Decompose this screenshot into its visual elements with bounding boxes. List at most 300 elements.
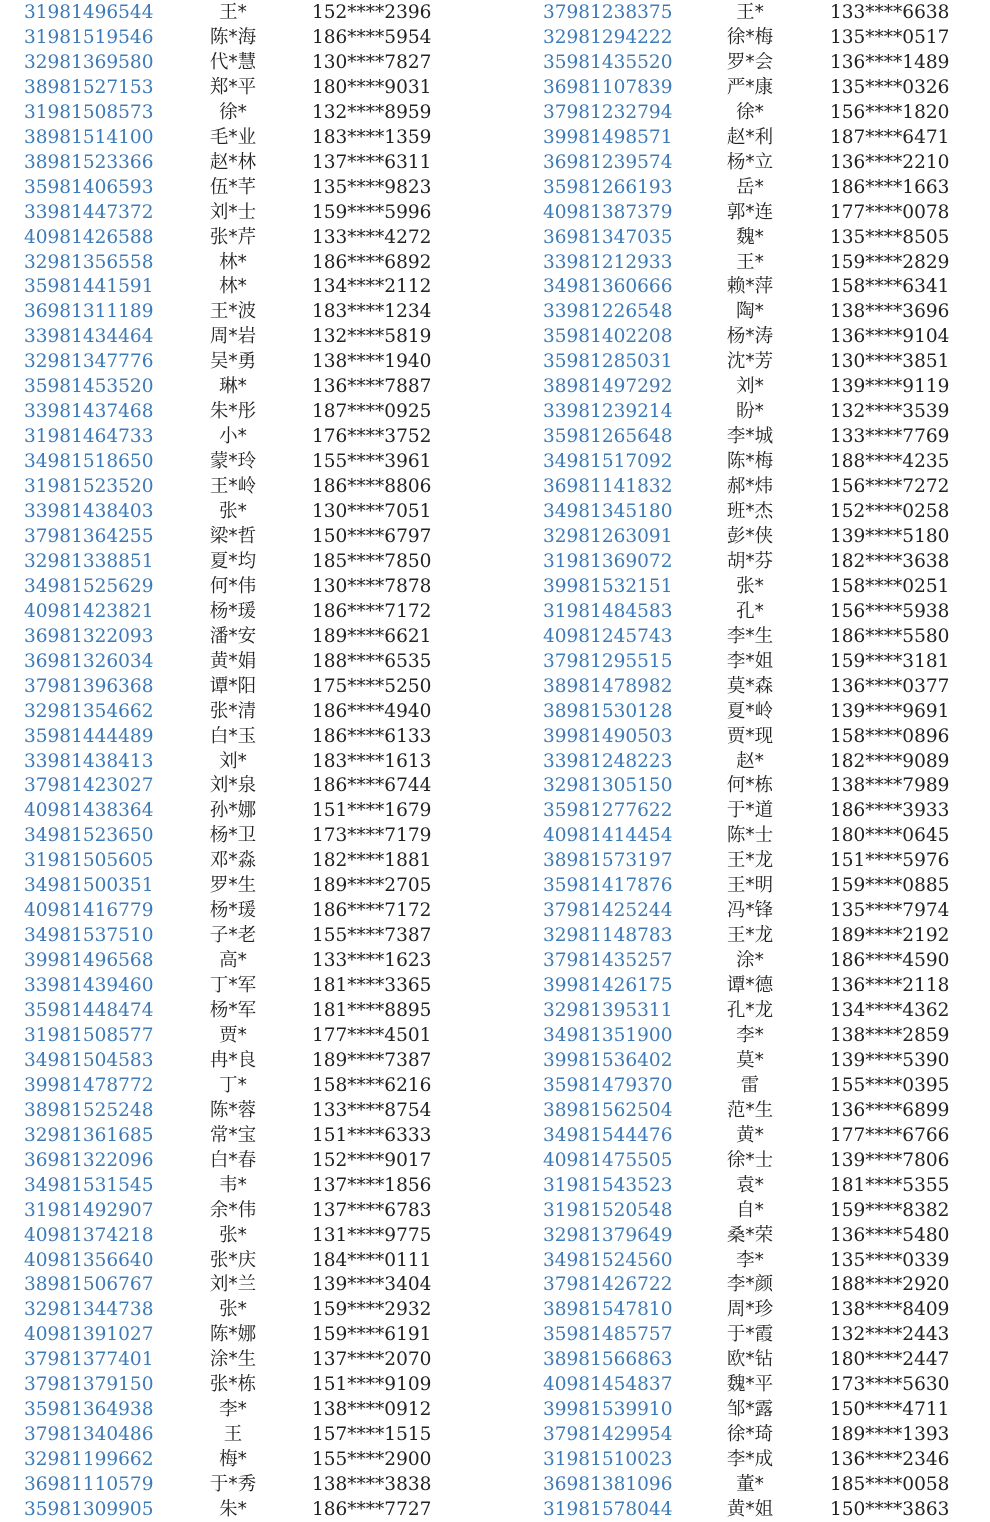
right-id-cell: 34981524560 — [543, 1249, 673, 1271]
right-name-cell: 郝*炜 — [726, 476, 774, 498]
table-row — [0, 1447, 990, 1472]
right-id-cell: 32981148783 — [543, 925, 673, 947]
left-id-cell: 38981527153 — [24, 76, 154, 98]
right-name-cell: 自* — [736, 1199, 764, 1221]
right-name-cell: 徐* — [736, 101, 764, 123]
table-row — [0, 349, 990, 374]
table-row — [0, 25, 990, 50]
left-phone-cell: 139****3404 — [312, 1274, 432, 1296]
right-phone-cell: 133****7769 — [830, 426, 950, 448]
right-id-cell: 40981245743 — [543, 625, 673, 647]
left-id-cell: 34981537510 — [24, 925, 154, 947]
left-name-cell: 刘*士 — [209, 201, 257, 223]
right-phone-cell: 186****1663 — [830, 176, 950, 198]
left-name-cell: 刘*泉 — [209, 775, 257, 797]
right-id-cell: 39981532151 — [543, 575, 673, 597]
left-phone-cell: 138****3838 — [312, 1474, 432, 1496]
table-row — [0, 1422, 990, 1447]
right-name-cell: 李*姐 — [726, 650, 774, 672]
right-name-cell: 黄* — [736, 1124, 764, 1146]
table-row — [0, 1372, 990, 1397]
right-id-cell: 35981285031 — [543, 351, 673, 373]
left-id-cell: 33981438403 — [24, 501, 154, 522]
left-phone-cell: 130****7051 — [312, 501, 432, 522]
table-row — [0, 699, 990, 724]
left-name-cell: 王*波 — [209, 301, 257, 323]
left-name-cell: 赵*林 — [209, 151, 257, 173]
table-row — [0, 299, 990, 324]
right-phone-cell: 130****3851 — [830, 351, 950, 373]
left-id-cell: 38981525248 — [24, 1099, 154, 1121]
left-name-cell: 梁*哲 — [209, 525, 257, 547]
right-name-cell: 沈*芳 — [726, 351, 774, 373]
right-phone-cell: 180****0645 — [830, 825, 950, 847]
right-name-cell: 何*栋 — [726, 775, 774, 797]
left-phone-cell: 186****8806 — [312, 476, 432, 498]
right-name-cell: 王* — [736, 251, 764, 273]
left-id-cell: 33981437468 — [24, 401, 154, 423]
right-phone-cell: 188****4235 — [830, 451, 950, 473]
left-name-cell: 周*岩 — [209, 326, 257, 348]
left-name-cell: 白*春 — [209, 1149, 257, 1171]
right-phone-cell: 135****0517 — [830, 26, 950, 48]
left-id-cell: 32981199662 — [24, 1449, 154, 1471]
right-id-cell: 39981536402 — [543, 1049, 673, 1071]
right-name-cell: 胡*芬 — [726, 550, 774, 572]
left-name-cell: 李* — [219, 1399, 247, 1421]
left-phone-cell: 133****4272 — [312, 226, 432, 248]
left-name-cell: 林* — [219, 276, 247, 298]
right-id-cell: 36981381096 — [543, 1474, 673, 1496]
right-phone-cell: 158****6341 — [830, 276, 950, 298]
right-phone-cell: 159****2829 — [830, 251, 950, 273]
right-name-cell: 徐*士 — [726, 1149, 774, 1171]
table-row — [0, 973, 990, 998]
right-id-cell: 35981479370 — [543, 1074, 673, 1096]
left-phone-cell: 186****7727 — [312, 1499, 432, 1520]
left-phone-cell: 134****2112 — [312, 276, 432, 298]
right-id-cell: 39981426175 — [543, 975, 673, 997]
right-name-cell: 董* — [736, 1474, 764, 1496]
right-phone-cell: 136****2118 — [830, 975, 950, 997]
left-name-cell: 琳* — [219, 376, 247, 398]
left-id-cell: 35981406593 — [24, 176, 154, 198]
table-row — [0, 798, 990, 823]
left-name-cell: 蒙*玲 — [209, 451, 257, 473]
table-row — [0, 674, 990, 699]
right-phone-cell: 136****0377 — [830, 675, 950, 697]
right-name-cell: 李*生 — [726, 625, 774, 647]
right-name-cell: 涂* — [736, 950, 764, 972]
left-name-cell: 王 — [223, 1424, 243, 1446]
right-name-cell: 严*康 — [726, 76, 774, 98]
right-name-cell: 盼* — [736, 401, 764, 423]
left-phone-cell: 186****5954 — [312, 26, 432, 48]
right-id-cell: 38981497292 — [543, 376, 673, 398]
right-phone-cell: 136****2346 — [830, 1449, 950, 1471]
right-phone-cell: 156****7272 — [830, 476, 950, 498]
left-phone-cell: 158****6216 — [312, 1074, 432, 1096]
left-id-cell: 31981505605 — [24, 850, 154, 872]
left-phone-cell: 159****6191 — [312, 1324, 432, 1346]
table-row — [0, 499, 990, 524]
right-phone-cell: 139****9119 — [830, 376, 950, 398]
left-id-cell: 37981379150 — [24, 1374, 154, 1396]
right-name-cell: 桑*荣 — [726, 1224, 774, 1246]
right-id-cell: 31981369072 — [543, 550, 673, 572]
left-id-cell: 33981434464 — [24, 326, 154, 348]
right-name-cell: 袁* — [736, 1174, 764, 1196]
left-phone-cell: 183****1359 — [312, 126, 432, 148]
right-phone-cell: 158****0896 — [830, 725, 950, 747]
right-phone-cell: 139****5180 — [830, 525, 950, 547]
table-row — [0, 449, 990, 474]
right-name-cell: 雷 — [740, 1074, 760, 1096]
left-id-cell: 35981441591 — [24, 276, 154, 298]
right-phone-cell: 189****2192 — [830, 925, 950, 947]
table-row — [0, 1173, 990, 1198]
left-id-cell: 37981377401 — [24, 1349, 154, 1371]
table-row — [0, 1023, 990, 1048]
left-phone-cell: 159****5996 — [312, 201, 432, 223]
left-id-cell: 35981309905 — [24, 1499, 154, 1520]
right-name-cell: 郭*连 — [726, 201, 774, 223]
table-row — [0, 549, 990, 574]
left-phone-cell: 151****6333 — [312, 1124, 432, 1146]
right-phone-cell: 135****0339 — [830, 1249, 950, 1271]
right-id-cell: 35981402208 — [543, 326, 673, 348]
left-name-cell: 王*岭 — [209, 476, 257, 498]
left-phone-cell: 180****9031 — [312, 76, 432, 98]
right-phone-cell: 135****0326 — [830, 76, 950, 98]
table-row — [0, 175, 990, 200]
right-id-cell: 38981566863 — [543, 1349, 673, 1371]
left-phone-cell: 186****6744 — [312, 775, 432, 797]
table-row — [0, 200, 990, 225]
right-name-cell: 陈*梅 — [726, 451, 774, 473]
left-id-cell: 35981444489 — [24, 725, 154, 747]
right-phone-cell: 133****6638 — [830, 2, 950, 23]
left-phone-cell: 137****2070 — [312, 1349, 432, 1371]
left-phone-cell: 186****7172 — [312, 600, 432, 622]
left-id-cell: 32981356558 — [24, 251, 154, 273]
right-name-cell: 孔*龙 — [726, 1000, 774, 1021]
left-name-cell: 贾* — [219, 1024, 247, 1046]
table-row — [0, 1223, 990, 1248]
left-phone-cell: 175****5250 — [312, 675, 432, 697]
left-name-cell: 于*秀 — [209, 1474, 257, 1496]
right-id-cell: 38981478982 — [543, 675, 673, 697]
left-phone-cell: 152****2396 — [312, 2, 432, 23]
right-id-cell: 40981414454 — [543, 825, 673, 847]
right-phone-cell: 182****3638 — [830, 550, 950, 572]
right-name-cell: 冯*锋 — [726, 900, 774, 922]
left-name-cell: 何*伟 — [209, 575, 257, 597]
left-id-cell: 38981514100 — [24, 126, 154, 148]
left-id-cell: 38981506767 — [24, 1274, 154, 1296]
table-row — [0, 1297, 990, 1322]
table-row — [0, 1272, 990, 1297]
right-phone-cell: 188****2920 — [830, 1274, 950, 1296]
left-id-cell: 34981518650 — [24, 451, 154, 473]
left-id-cell: 35981448474 — [24, 1000, 154, 1021]
right-phone-cell: 136****2210 — [830, 151, 950, 173]
right-phone-cell: 180****2447 — [830, 1349, 950, 1371]
table-row — [0, 898, 990, 923]
table-row — [0, 1073, 990, 1098]
right-phone-cell: 138****3696 — [830, 301, 950, 323]
left-id-cell: 40981423821 — [24, 600, 154, 622]
right-phone-cell: 186****5580 — [830, 625, 950, 647]
right-id-cell: 37981238375 — [543, 2, 673, 23]
right-id-cell: 37981429954 — [543, 1424, 673, 1446]
left-name-cell: 白*玉 — [209, 725, 257, 747]
table-row — [0, 948, 990, 973]
right-name-cell: 赵* — [736, 750, 764, 772]
right-id-cell: 38981562504 — [543, 1099, 673, 1121]
right-phone-cell: 159****0885 — [830, 875, 950, 897]
right-phone-cell: 134****4362 — [830, 1000, 950, 1021]
left-id-cell: 39981478772 — [24, 1074, 154, 1096]
right-name-cell: 张* — [736, 575, 764, 597]
left-id-cell: 32981338851 — [24, 550, 154, 572]
left-name-cell: 陈*娜 — [209, 1324, 257, 1346]
right-id-cell: 35981417876 — [543, 875, 673, 897]
right-phone-cell: 138****2859 — [830, 1024, 950, 1046]
table-row — [0, 474, 990, 499]
right-id-cell: 36981107839 — [543, 76, 673, 98]
left-phone-cell: 155****2900 — [312, 1449, 432, 1471]
right-name-cell: 贾*现 — [726, 725, 774, 747]
left-name-cell: 杨*军 — [209, 1000, 257, 1021]
table-row — [0, 50, 990, 75]
left-name-cell: 罗*生 — [209, 875, 257, 897]
right-id-cell: 32981305150 — [543, 775, 673, 797]
left-id-cell: 37981423027 — [24, 775, 154, 797]
left-id-cell: 31981523520 — [24, 476, 154, 498]
right-name-cell: 莫* — [736, 1049, 764, 1071]
right-name-cell: 黄*姐 — [726, 1499, 774, 1520]
right-id-cell: 37981232794 — [543, 101, 673, 123]
right-phone-cell: 156****5938 — [830, 600, 950, 622]
left-name-cell: 梅* — [219, 1449, 247, 1471]
left-phone-cell: 188****6535 — [312, 650, 432, 672]
left-name-cell: 朱* — [219, 1499, 247, 1520]
right-phone-cell: 136****1489 — [830, 51, 950, 73]
right-id-cell: 31981520548 — [543, 1199, 673, 1221]
right-id-cell: 33981226548 — [543, 301, 673, 323]
right-phone-cell: 185****0058 — [830, 1474, 950, 1496]
right-phone-cell: 187****6471 — [830, 126, 950, 148]
right-phone-cell: 181****5355 — [830, 1174, 950, 1196]
right-phone-cell: 156****1820 — [830, 101, 950, 123]
left-id-cell: 31981464733 — [24, 426, 154, 448]
left-phone-cell: 155****3961 — [312, 451, 432, 473]
right-name-cell: 魏*平 — [726, 1374, 774, 1396]
table-row — [0, 599, 990, 624]
left-name-cell: 杨*卫 — [209, 825, 257, 847]
right-name-cell: 王* — [736, 2, 764, 23]
right-id-cell: 31981510023 — [543, 1449, 673, 1471]
right-phone-cell: 152****0258 — [830, 501, 950, 522]
left-name-cell: 王* — [219, 2, 247, 23]
left-phone-cell: 157****1515 — [312, 1424, 432, 1446]
right-id-cell: 35981485757 — [543, 1324, 673, 1346]
right-id-cell: 34981544476 — [543, 1124, 673, 1146]
left-name-cell: 冉*良 — [209, 1049, 257, 1071]
right-phone-cell: 150****3863 — [830, 1499, 950, 1520]
left-id-cell: 36981110579 — [24, 1474, 154, 1496]
right-name-cell: 徐*琦 — [726, 1424, 774, 1446]
left-id-cell: 34981525629 — [24, 575, 154, 597]
left-phone-cell: 184****0111 — [312, 1249, 432, 1271]
left-name-cell: 黄*娟 — [209, 650, 257, 672]
right-name-cell: 彭*侠 — [726, 525, 774, 547]
left-name-cell: 潘*安 — [209, 625, 257, 647]
left-phone-cell: 183****1613 — [312, 750, 432, 772]
left-phone-cell: 187****0925 — [312, 401, 432, 423]
left-name-cell: 张*栋 — [209, 1374, 257, 1396]
left-name-cell: 涂*生 — [209, 1349, 257, 1371]
right-id-cell: 39981490503 — [543, 725, 673, 747]
right-phone-cell: 182****9089 — [830, 750, 950, 772]
right-phone-cell: 135****7974 — [830, 900, 950, 922]
table-row — [0, 524, 990, 549]
left-phone-cell: 186****6892 — [312, 251, 432, 273]
left-phone-cell: 183****1234 — [312, 301, 432, 323]
right-name-cell: 罗*会 — [726, 51, 774, 73]
right-id-cell: 32981263091 — [543, 525, 673, 547]
right-name-cell: 刘* — [736, 376, 764, 398]
right-name-cell: 徐*梅 — [726, 26, 774, 48]
left-id-cell: 36981326034 — [24, 650, 154, 672]
left-name-cell: 高* — [219, 950, 247, 972]
left-phone-cell: 186****7172 — [312, 900, 432, 922]
left-id-cell: 31981508573 — [24, 101, 154, 123]
left-id-cell: 31981519546 — [24, 26, 154, 48]
right-id-cell: 38981530128 — [543, 700, 673, 722]
left-phone-cell: 173****7179 — [312, 825, 432, 847]
left-name-cell: 邓*淼 — [209, 850, 257, 872]
right-name-cell: 王*龙 — [726, 925, 774, 947]
left-id-cell: 40981416779 — [24, 900, 154, 922]
left-id-cell: 36981311189 — [24, 301, 154, 323]
left-id-cell: 38981523366 — [24, 151, 154, 173]
right-phone-cell: 177****6766 — [830, 1124, 950, 1146]
right-name-cell: 岳* — [736, 176, 764, 198]
left-phone-cell: 177****4501 — [312, 1024, 432, 1046]
left-id-cell: 36981322096 — [24, 1149, 154, 1171]
table-row — [0, 749, 990, 774]
right-phone-cell: 136****6899 — [830, 1099, 950, 1121]
left-name-cell: 小* — [219, 426, 247, 448]
right-phone-cell: 132****3539 — [830, 401, 950, 423]
left-id-cell: 36981322093 — [24, 625, 154, 647]
table-row — [0, 1497, 990, 1522]
table-row — [0, 1098, 990, 1123]
right-phone-cell: 139****7806 — [830, 1149, 950, 1171]
left-phone-cell: 186****6133 — [312, 725, 432, 747]
right-id-cell: 32981294222 — [543, 26, 673, 48]
left-name-cell: 杨*瑗 — [209, 900, 257, 922]
right-phone-cell: 159****3181 — [830, 650, 950, 672]
right-id-cell: 34981360666 — [543, 276, 673, 298]
right-id-cell: 36981141832 — [543, 476, 673, 498]
table-row — [0, 624, 990, 649]
left-name-cell: 毛*业 — [209, 126, 257, 148]
right-name-cell: 孔* — [736, 600, 764, 622]
table-row — [0, 1148, 990, 1173]
table-row — [0, 0, 990, 25]
right-phone-cell: 150****4711 — [830, 1399, 950, 1421]
table-row — [0, 649, 990, 674]
right-id-cell: 33981248223 — [543, 750, 673, 772]
left-phone-cell: 137****6783 — [312, 1199, 432, 1221]
left-phone-cell: 181****3365 — [312, 975, 432, 997]
right-name-cell: 李*城 — [726, 426, 774, 448]
right-id-cell: 32981395311 — [543, 1000, 673, 1021]
left-id-cell: 40981438364 — [24, 800, 154, 822]
right-id-cell: 35981277622 — [543, 800, 673, 822]
table-row — [0, 1397, 990, 1422]
left-id-cell: 32981354662 — [24, 700, 154, 722]
right-phone-cell: 151****5976 — [830, 850, 950, 872]
left-id-cell: 35981453520 — [24, 376, 154, 398]
left-id-cell: 33981438413 — [24, 750, 154, 772]
right-id-cell: 38981573197 — [543, 850, 673, 872]
right-id-cell: 36981239574 — [543, 151, 673, 173]
left-phone-cell: 138****1940 — [312, 351, 432, 373]
left-phone-cell: 189****7387 — [312, 1049, 432, 1071]
right-phone-cell: 139****5390 — [830, 1049, 950, 1071]
right-phone-cell: 138****7989 — [830, 775, 950, 797]
right-name-cell: 范*生 — [726, 1099, 774, 1121]
left-phone-cell: 132****5819 — [312, 326, 432, 348]
left-name-cell: 张*清 — [209, 700, 257, 722]
right-phone-cell: 173****5630 — [830, 1374, 950, 1396]
right-id-cell: 33981212933 — [543, 251, 673, 273]
right-name-cell: 李*颜 — [726, 1274, 774, 1296]
right-name-cell: 于*霞 — [726, 1324, 774, 1346]
right-id-cell: 40981454837 — [543, 1374, 673, 1396]
left-name-cell: 代*慧 — [209, 51, 257, 73]
left-id-cell: 40981426588 — [24, 226, 154, 248]
right-id-cell: 39981498571 — [543, 126, 673, 148]
left-id-cell: 35981364938 — [24, 1399, 154, 1421]
left-phone-cell: 133****1623 — [312, 950, 432, 972]
left-name-cell: 张*庆 — [209, 1249, 257, 1271]
left-phone-cell: 151****1679 — [312, 800, 432, 822]
right-phone-cell: 136****9104 — [830, 326, 950, 348]
left-id-cell: 39981496568 — [24, 950, 154, 972]
table-row — [0, 1198, 990, 1223]
left-id-cell: 32981361685 — [24, 1124, 154, 1146]
left-name-cell: 吴*勇 — [209, 351, 257, 373]
right-id-cell: 40981387379 — [543, 201, 673, 223]
table-row — [0, 1322, 990, 1347]
left-name-cell: 刘*兰 — [209, 1274, 257, 1296]
right-id-cell: 35981266193 — [543, 176, 673, 198]
right-id-cell: 36981347035 — [543, 226, 673, 248]
left-phone-cell: 138****0912 — [312, 1399, 432, 1421]
table-row — [0, 1048, 990, 1073]
left-id-cell: 32981344738 — [24, 1299, 154, 1321]
left-id-cell: 34981531545 — [24, 1174, 154, 1196]
right-phone-cell: 177****0078 — [830, 201, 950, 223]
right-name-cell: 陈*士 — [726, 825, 774, 847]
left-id-cell: 34981504583 — [24, 1049, 154, 1071]
table-row — [0, 225, 990, 250]
